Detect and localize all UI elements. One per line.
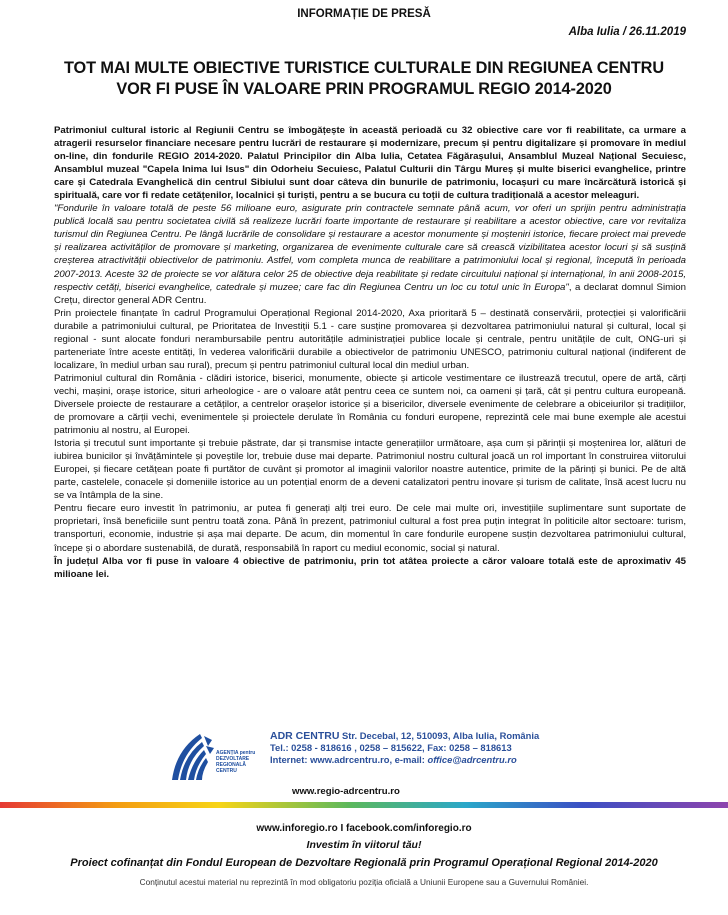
- org-name: ADR CENTRU: [270, 730, 340, 742]
- org-address: Str. Decebal, 12, 510093, Alba Iulia, România: [339, 730, 540, 741]
- svg-text:DEZVOLTARE: DEZVOLTARE: [216, 756, 250, 762]
- document-title: [50, 58, 678, 100]
- svg-text:AGENȚIA pentru: AGENȚIA pentru: [216, 750, 256, 756]
- closing-paragraph: În județul Alba vor fi puse în valoare 4 obiective de patrimoniu, prin tot atâtea proiecte a căror valoare totală este de aproximativ 45 milioane lei.: [54, 555, 686, 580]
- regio-site-link[interactable]: www.regio-adrcentru.ro: [292, 786, 400, 797]
- email-label: , e-mail:: [389, 754, 428, 765]
- contact-address-line: [270, 730, 539, 742]
- paragraph-investment: Pentru fiecare euro investit în patrimoniu, ar putea fi generați alți trei euro. De cele mai multe ori, investițiile suplimentare sunt suportate de proprietari, însă beneficiile sunt pentru toată zona. Până în prezent, patrimoniul cultural a fost prea puțin integrat în politicile altor sectoare: turism, transporturi, economie, industrie și așa mai departe. De acum, din momentul în care fondurile europene susțin dezvoltarea patrimoniului cultural, începe și o abordare sustenabilă, de durată, responsabilă în raport cu mediul economic, social și natural.: [54, 503, 686, 554]
- quote-paragraph: [54, 202, 686, 306]
- quote-attribution: , a declarat domnul Simion Crețu, director general ADR Centru.: [54, 281, 686, 306]
- article-body: [54, 124, 686, 581]
- footer-disclaimer: Conținutul acestui material nu reprezintă în mod obligatoriu poziția oficială a Uniunii Europene sau a Guvernului României.: [139, 877, 589, 887]
- internet-label: Internet:: [270, 754, 311, 765]
- rainbow-divider: [0, 802, 728, 808]
- email-address[interactable]: office@adrcentru.ro: [427, 754, 517, 765]
- paragraph-history: Istoria și trecutul sunt importante și trebuie păstrate, dar și transmise intacte generațiilor următoare, așa cum și părinții și moștenirea lor, alături de iubirea bunicilor și învățămintele și poveștile lor, trebuie duse mai departe. Patrimoniul nostru cultural joacă un rol important în construirea viitorului Europei, și fiecare cetățean poate fi purtător de cuvânt și promotor al imaginii valorilor noastre autentice, primite de la părinți și bunici. Pe de altă parte, castelele, conacele și domeniile istorice au un potențial enorm de a deveni catalizatori pentru inovare și turism de calitate, însă acest lucru nu se va întâmpla de la sine.: [54, 438, 686, 502]
- footer-web-links[interactable]: www.inforegio.ro I facebook.com/inforegio.ro: [256, 823, 472, 834]
- svg-text:CENTRU: CENTRU: [216, 768, 237, 774]
- contact-phones: Tel.: 0258 - 818616 , 0258 – 815622, Fax: 0258 – 818613: [270, 742, 512, 753]
- contact-web-line: [270, 754, 539, 766]
- paragraph-program: Prin proiectele finanțate în cadrul Programului Operațional Regional 2014-2020, Axa prioritară 5 – destinată conservării, protecției și valorificării durabile a patrimoniului cultural, pe Prioritatea de Investiții 5.1 - care susține promovarea și dezvoltarea patrimoniului natural și cultural, local și regional - sunt alocate fonduri nerambursabile pentru autoritățile administrației publice locale și centrale, pentru unitățile de cult, ONG-uri și parteneriate între aceste entități, în vederea valorificării durabile a obiectivelor de patrimoniu UNESCO, patrimoniu cultural național (indiferent de localizare, în mediul urban sau rural), precum și pentru patrimoniul cultural local din mediul urban.: [54, 307, 686, 371]
- press-release-label: INFORMAȚIE DE PRESĂ: [297, 8, 431, 20]
- svg-text:REGIONALĂ: REGIONALĂ: [216, 762, 246, 768]
- intro-paragraph: Patrimoniul cultural istoric al Regiunii Centru se îmbogățește în această perioadă cu 32 obiective care vor fi reabilitate, ca urmare a atragerii resurselor financiare necesare pentru lucrări de restaurare și modernizare, precum și pentru digitalizare și promovare în mediul on-line, din fondurile REGIO 2014-2020. Palatul Principilor din Alba Iulia, Cetatea Făgărașului, Ansamblul Muzeal Național Secuiesc, Ansamblul muzeal "Capela Inima lui Isus" din Odorheiu Secuiesc, Palatul Culturii din Târgu Mureș și multe biserici evanghelice, printre care și Catedrala Evanghelică din centrul Sibiului sunt doar câteva din bunurile de patrimoniu, locașuri cu mare încărcătură istorică și spirituală, care vor fi redate cetățenilor, localnici și turiști, pentru a se bucura cu toții de cultura tradițională a acestor meleaguri.: [54, 125, 686, 202]
- footer-motto: Investim în viitorul tău!: [306, 839, 422, 851]
- quote-text: "Fondurile în valoare totală de peste 56 milioane euro, asigurate prin contractele semnate până acum, vor oferi un sprijin pentru administrația publică locală sau pentru societatea civilă să realizeze lucrări foarte importante de restaurare și reabilitare a acestor obiective, care vor revitaliza turismul din Regiunea Centru. Pe lângă lucrările de consolidare și restaurare a acestor monumente și moșteniri istorice, fiecare proiect mai prevede și realizarea activităților de promovare și marketing, organizarea de evenimente culturale care să crească vizibilitatea acestor locuri și să susțină creșterea atractivității obiectivelor de patrimoniu. Astfel, vom completa munca de reabilitare a patrimoniului local și regional, începută în perioada 2007-2013. Aceste 32 de proiecte se vor alătura celor 25 de obiective deja reabilitate și redate circuitului național și internațional, în anii 2008-2015, respectiv cetăți, biserici evanghelice, catedrale și muzee; care fac din Regiunea Centru un loc cu totul unic în Europa": [54, 203, 686, 293]
- website-link[interactable]: www.adrcentru.ro: [310, 754, 390, 765]
- title-line-1: TOT MAI MULTE OBIECTIVE TURISTICE CULTURALE DIN REGIUNEA CENTRU: [63, 59, 665, 77]
- paragraph-heritage: Patrimoniul cultural din România - clădiri istorice, biserici, monumente, obiecte și articole vestimentare ce ilustrează trecutul, opere de artă, cărți vechi, mașini, orașe istorice, situri arheologice - are o valoare atât pentru ceea ce suntem noi, ca oameni și țară, cât și pentru cultura europeană. Diversele proiecte de restaurare a cetăților, a centrelor orașelor istorice și a bisericilor, diversele evenimente de celebrare a obiceiurilor și tradițiilor, de promovare a cărții vechi, evenimentele și proiectele derulate în România cu fonduri europene, reprezintă cele mai bune exemple ale acestui patrimoniu al nostru, al Europei.: [54, 372, 686, 437]
- title-line-2: VOR FI PUSE ÎN VALOARE PRIN PROGRAMUL REGIO 2014-2020: [116, 80, 612, 98]
- place-and-date: Alba Iulia / 26.11.2019: [568, 26, 686, 38]
- footer-cofinancing: Proiect cofinanțat din Fondul European de Dezvoltare Regională prin Programul Operațional Regional 2014-2020: [70, 857, 658, 869]
- contact-block: [270, 730, 539, 766]
